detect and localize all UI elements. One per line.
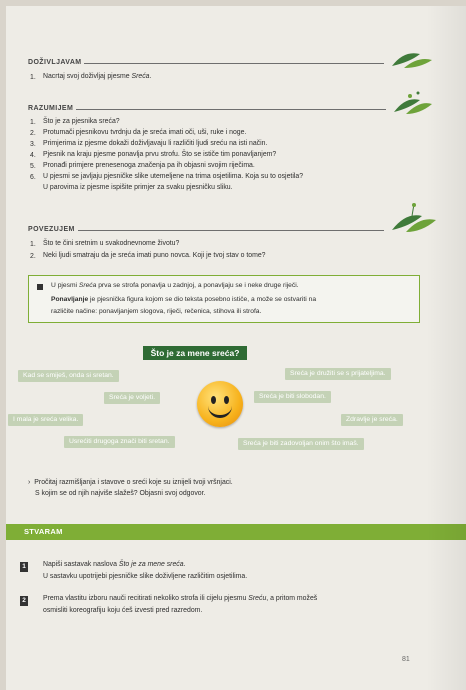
task-text: Napiši sastavak naslova Što je za mene sreća. xyxy=(43,561,186,568)
task-text: U parovima iz pjesme ispišite primjer za svaku pjesničku sliku. xyxy=(43,184,233,191)
mindmap-prompt: › Pročitaj razmišljanja i stavove o sreći koje su iznijeli tvoji vršnjaci. xyxy=(28,479,233,486)
section-divider xyxy=(76,109,386,110)
item-number: 6. xyxy=(30,174,36,181)
section-heading-dozivljavam: DOŽIVLJAVAM xyxy=(28,59,82,66)
section-divider xyxy=(78,230,384,231)
mindmap-tag: Sreća je voljeti. xyxy=(104,392,160,404)
leaf-decoration-icon xyxy=(390,90,434,116)
mindmap-tag: Sreća je družiti se s prijateljima. xyxy=(285,368,391,380)
item-number: 4. xyxy=(30,152,36,159)
task-text: Pjesnik na kraju pjesme ponavlja prvu strofu. Što se ističe tim ponavljanjem? xyxy=(43,151,277,158)
task-text: Nacrtaj svoj doživljaj pjesme Sreća. xyxy=(43,73,152,80)
section-heading-povezujem: POVEZUJEM xyxy=(28,226,75,233)
mindmap-tag: Zdravlje je sreća. xyxy=(341,414,403,426)
info-line: U pjesmi Sreća prva se strofa ponavlja u zadnjoj, a ponavljaju se i neke druge riječi. xyxy=(51,282,299,289)
leaf-decoration-icon xyxy=(388,202,438,234)
task-text: Primjerima iz pjesme dokaži doživljavaju li različiti ljudi sreću na isti način. xyxy=(43,140,268,147)
leaf-decoration-icon xyxy=(390,48,434,70)
section-divider xyxy=(84,63,384,64)
item-number: 1. xyxy=(30,119,36,126)
info-box-ponavljanje xyxy=(28,275,420,323)
item-number: 3. xyxy=(30,141,36,148)
task-text: Prema vlastitu izboru nauči recitirati nekoliko strofa ili cijelu pjesmu Sreću, a pritom možeš xyxy=(43,595,318,602)
item-number: 1. xyxy=(30,74,36,81)
mindmap-tag: Sreća je biti zadovoljan onim što imaš. xyxy=(238,438,364,450)
item-number: 1. xyxy=(30,241,36,248)
task-text: Neki ljudi smatraju da je sreća imati puno novca. Koji je tvoj stav o tome? xyxy=(43,252,266,259)
task-text: Pronađi primjere prenesenoga značenja pa ih objasni svojim riječima. xyxy=(43,162,255,169)
task-number-badge: 2 xyxy=(20,596,28,606)
square-bullet-icon xyxy=(37,284,43,290)
arrow-bullet-icon: › xyxy=(28,479,31,486)
item-number: 5. xyxy=(30,163,36,170)
mindmap-title: Što je za mene sreća? xyxy=(143,346,247,360)
task-number-badge: 1 xyxy=(20,562,28,572)
mindmap-tag: Usrećiti drugoga znači biti sretan. xyxy=(64,436,175,448)
mindmap-prompt: S kojim se od njih najviše slažeš? Objasni svoj odgovor. xyxy=(35,490,206,497)
task-text: osmisliti koreografiju koju ćeš izvesti pred razredom. xyxy=(43,607,203,614)
info-line: različite načine: ponavljanjem slogova, riječi, rečenica, stihova ili strofa. xyxy=(51,308,262,315)
page-number: 81 xyxy=(402,656,410,663)
item-number: 2. xyxy=(30,130,36,137)
task-text: Što je za pjesnika sreća? xyxy=(43,118,120,125)
task-text: U pjesmi se javljaju pjesničke slike utemeljene na trima osjetilima. Koja su to osjetila? xyxy=(43,173,304,180)
mindmap-tag: I mala je sreća velika. xyxy=(8,414,83,426)
smiley-face-icon xyxy=(197,381,243,427)
mindmap-tag: Kad se smiješ, onda si sretan. xyxy=(18,370,119,382)
mindmap-tag: Sreća je biti slobodan. xyxy=(254,391,331,403)
info-line: Ponavljanje je pjesnička figura kojom se dio teksta posebno ističe, a može se ostvariti na xyxy=(51,296,317,303)
task-text: Protumači pjesnikovu tvrdnju da je sreća imati oči, uši, ruke i noge. xyxy=(43,129,247,136)
item-number: 2. xyxy=(30,253,36,260)
section-heading-razumijem: RAZUMIJEM xyxy=(28,105,74,112)
stvaram-header-strip xyxy=(6,524,466,540)
task-text: U sastavku upotrijebi pjesničke slike doživljene različitim osjetilima. xyxy=(43,573,248,580)
section-heading-stvaram: STVARAM xyxy=(24,527,63,536)
task-text: Što te čini sretnim u svakodnevnome životu? xyxy=(43,240,180,247)
textbook-page xyxy=(6,6,466,690)
